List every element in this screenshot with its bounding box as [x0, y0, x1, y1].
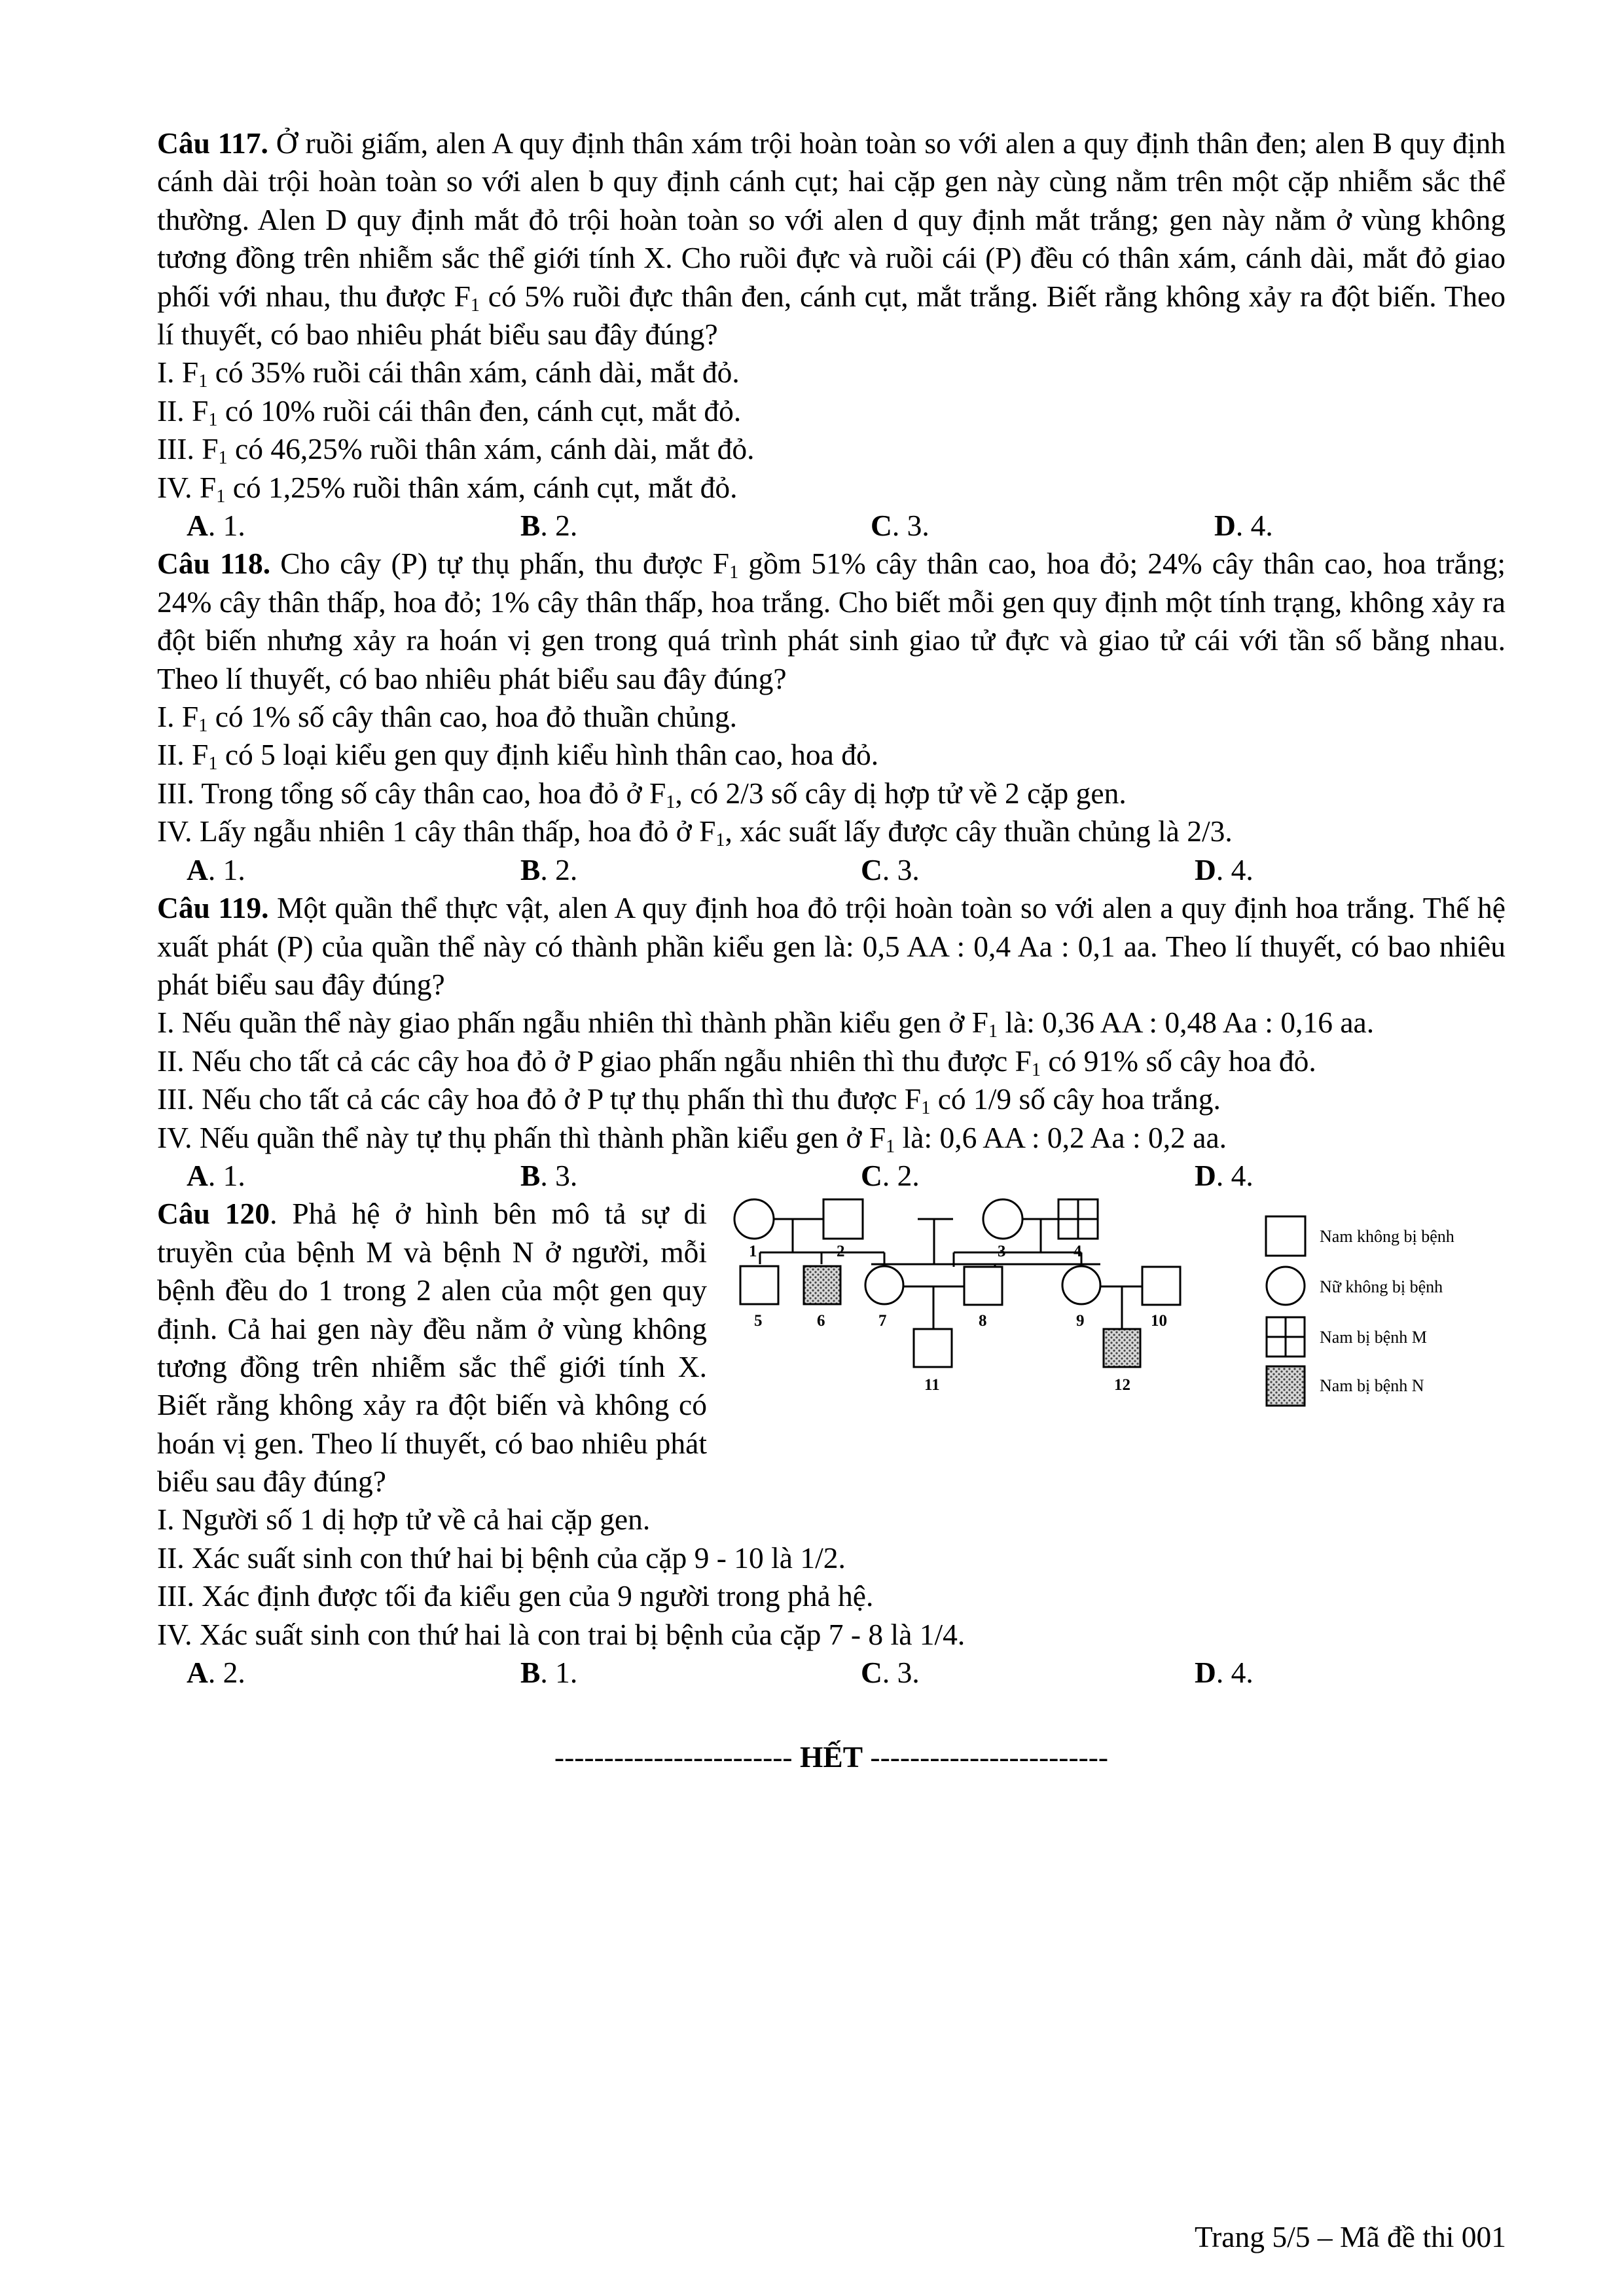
individual-6	[804, 1266, 840, 1304]
end-marker: ------------------------ HẾT ------------------------	[554, 1740, 1109, 1774]
label-1: 1	[749, 1243, 757, 1261]
individual-7	[865, 1266, 903, 1304]
answer-options	[157, 851, 1506, 889]
option-d[interactable]: D. 4.	[1195, 1158, 1254, 1192]
option-c[interactable]: C. 3.	[861, 1655, 920, 1689]
statement: IV. Xác suất sinh con thứ hai là con trai bị bệnh của cặp 7 - 8 là 1/4.	[157, 1617, 965, 1651]
legend-label: Nữ không bị bệnh	[1320, 1277, 1443, 1297]
legend-label: Nam bị bệnh M	[1320, 1328, 1427, 1347]
question-label: Câu 120	[157, 1197, 270, 1231]
exam-page	[157, 124, 1506, 1774]
label-5: 5	[754, 1312, 763, 1330]
legend-male-disease-m-icon	[1267, 1317, 1305, 1357]
question-label: Câu 117.	[157, 126, 268, 160]
page-footer: Trang 5/5 – Mã đề thi 001	[1194, 2220, 1506, 2253]
option-b[interactable]: B. 3.	[520, 1158, 578, 1192]
statement: I. Nếu quần thể này giao phấn ngẫu nhiên thì thành phần kiểu gen ở $F_1$ là: 0,36 AA : 0,48 Aa : 0,16 aa.	[157, 1006, 1375, 1042]
question-119	[157, 889, 1506, 1004]
option-d[interactable]: D. 4.	[1195, 1655, 1254, 1689]
label-8: 8	[979, 1312, 987, 1330]
statement: III. $F_1$ có 46,25% ruồi thân xám, cánh dài, mắt đỏ.	[157, 432, 755, 469]
statement: II. Xác suất sinh con thứ hai bị bệnh của cặp 9 - 10 là 1/2.	[157, 1540, 846, 1575]
option-b[interactable]: B. 2.	[520, 509, 578, 543]
question-117: Câu 117. Ở ruồi giấm, alen A quy định thân xám trội hoàn toàn so với alen a quy định thân đen; alen B quy định cánh dài trội hoàn toàn so với alen b quy định cánh cụt; hai cặp gen này cùng nằm trên một cặp nhiễm sắc thể thường. Alen D quy định mắt đỏ trội hoàn toàn so với alen d quy định mắt trắng; gen này nằm ở vùng không tương đồng trên nhiễm sắc thể giới tính X. Cho ruồi đực và ruồi cái (P) đều có thân xám, cánh dài, mắt đỏ giao phối với nhau, thu được $F_1$ có 5% ruồi đực thân đen, cánh cụt, mắt trắng. Biết rằng không xảy ra đột biến. Theo lí thuyết, có bao nhiêu phát biểu sau đây đúng?	[157, 126, 1506, 352]
option-b[interactable]: B. 1.	[520, 1655, 578, 1689]
individual-9	[1062, 1266, 1100, 1304]
legend-female-healthy-icon	[1267, 1267, 1305, 1305]
statement: I. Người số 1 dị hợp tử về cả hai cặp gen.	[157, 1503, 651, 1537]
legend-male-healthy-icon	[1266, 1216, 1305, 1256]
question-text: Cho cây (P) tự thụ phấn, thu được F	[270, 547, 730, 581]
answer-options	[157, 1654, 1506, 1692]
label-3: 3	[998, 1243, 1006, 1261]
question-120	[157, 1195, 707, 1501]
pedigree-legend	[1266, 1216, 1305, 1406]
option-d[interactable]: D. 4.	[1195, 852, 1254, 886]
option-a[interactable]: A. 1.	[187, 1158, 245, 1192]
statement: IV. Lấy ngẫu nhiên 1 cây thân thấp, hoa đỏ ở $F_1$, xác suất lấy được cây thuần chủng là 2/3.	[157, 814, 1233, 851]
individual-5	[740, 1266, 778, 1304]
statement: III. Xác định được tối đa kiểu gen của 9 người trong phả hệ.	[157, 1579, 874, 1613]
label-6: 6	[817, 1312, 825, 1330]
individual-4	[1058, 1199, 1098, 1239]
statement: II. $F_1$ có 5 loại kiểu gen quy định kiểu hình thân cao, hoa đỏ.	[157, 738, 879, 774]
label-2: 2	[837, 1243, 845, 1261]
option-c[interactable]: C. 3.	[871, 509, 929, 543]
question-120-block	[157, 1195, 1506, 1501]
legend-male-disease-n-icon	[1267, 1366, 1305, 1406]
option-c[interactable]: C. 2.	[861, 1158, 920, 1192]
individual-12	[1104, 1329, 1140, 1367]
individual-8	[964, 1267, 1002, 1305]
statement: IV. Nếu quần thể này tự thụ phấn thì thành phần kiểu gen ở $F_1$ là: 0,6 AA : 0,2 Aa : 0,2 aa.	[157, 1120, 1227, 1157]
individual-10	[1142, 1267, 1180, 1305]
individual-11	[914, 1329, 952, 1367]
label-4: 4	[1074, 1243, 1082, 1261]
individual-2	[823, 1199, 863, 1239]
question-text: Ở ruồi giấm, alen A quy định thân xám trội hoàn toàn so với alen a quy định thân đen; alen B quy định cánh dài trội hoàn toàn so với alen b quy định cánh cụt; hai cặp gen này cùng nằm trên một cặp nhiễm sắc thể thường. Alen D quy định mắt đỏ trội hoàn toàn so với alen d quy định mắt trắng; gen này nằm ở vùng không tương đồng trên nhiễm sắc thể giới tính X. Cho ruồi đực và ruồi cái (P) đều có thân xám, cánh dài, mắt đỏ giao phối với nhau, thu được F	[157, 126, 1506, 313]
answer-options	[157, 1157, 1506, 1195]
question-118: Câu 118. Cho cây (P) tự thụ phấn, thu được $F_1$ gồm 51% cây thân cao, hoa đỏ; 24% cây thân cao, hoa trắng; 24% cây thân thấp, hoa đỏ; 1% cây thân thấp, hoa trắng. Cho biết mỗi gen quy định một tính trạng, không xảy ra đột biến nhưng xảy ra hoán vị gen trong quá trình phát sinh giao tử đực và giao tử cái với tần số bằng nhau. Theo lí thuyết, có bao nhiêu phát biểu sau đây đúng?	[157, 547, 1506, 695]
legend-label: Nam bị bệnh N	[1320, 1376, 1424, 1396]
statement: II. $F_1$ có 10% ruồi cái thân đen, cánh cụt, mắt đỏ.	[157, 393, 742, 430]
individual-3	[983, 1199, 1022, 1239]
question-text: Một quần thể thực vật, alen A quy định hoa đỏ trội hoàn toàn so với alen a quy định hoa trắng. Thế hệ xuất phát (P) của quần thể này có thành phần kiểu gen là: 0,5 AA : 0,4 Aa : 0,1 aa. Theo lí thuyết, có bao nhiêu phát biểu sau đây đúng?	[157, 891, 1506, 1001]
label-12: 12	[1114, 1376, 1130, 1394]
question-label: Câu 118.	[157, 547, 271, 581]
statement: I. $F_1$ có 35% ruồi cái thân xám, cánh dài, mắt đỏ.	[157, 355, 740, 392]
label-10: 10	[1151, 1312, 1167, 1330]
question-label: Câu 119.	[157, 891, 269, 925]
statement: IV. $F_1$ có 1,25% ruồi thân xám, cánh cụt, mắt đỏ.	[157, 470, 738, 507]
option-a[interactable]: A. 1.	[187, 509, 245, 543]
option-a[interactable]: A. 2.	[187, 1655, 245, 1689]
pedigree-diagram	[733, 1195, 1506, 1470]
label-7: 7	[878, 1312, 887, 1330]
statement: III. Nếu cho tất cả các cây hoa đỏ ở P tự thụ phấn thì thu được $F_1$ có 1/9 số cây hoa trắng.	[157, 1082, 1221, 1119]
legend-label: Nam không bị bệnh	[1320, 1227, 1454, 1247]
answer-options	[157, 507, 1506, 545]
question-text: . Phả hệ ở hình bên mô tả sự di truyền của bệnh M và bệnh N ở người, mỗi bệnh đều do 1 trong 2 alen của một gen quy định. Cả hai gen này đều nằm ở vùng không tương đồng trên nhiễm sắc thể giới tính X. Biết rằng không xảy ra đột biến và không có hoán vị gen. Theo lí thuyết, có bao nhiêu phát biểu sau đây đúng?	[157, 1197, 707, 1499]
option-a[interactable]: A. 1.	[187, 852, 245, 886]
label-11: 11	[924, 1376, 940, 1394]
individual-1	[734, 1199, 774, 1239]
statement: III. Trong tổng số cây thân cao, hoa đỏ ở $F_1$, có 2/3 số cây dị hợp tử về 2 cặp gen.	[157, 776, 1127, 812]
statement: II. Nếu cho tất cả các cây hoa đỏ ở P giao phấn ngẫu nhiên thì thu được $F_1$ có 91% số cây hoa đỏ.	[157, 1044, 1316, 1080]
option-c[interactable]: C. 3.	[861, 852, 920, 886]
option-d[interactable]: D. 4.	[1214, 509, 1273, 543]
label-9: 9	[1076, 1312, 1085, 1330]
option-b[interactable]: B. 2.	[520, 852, 578, 886]
statement: I. $F_1$ có 1% số cây thân cao, hoa đỏ thuần chủng.	[157, 700, 737, 737]
